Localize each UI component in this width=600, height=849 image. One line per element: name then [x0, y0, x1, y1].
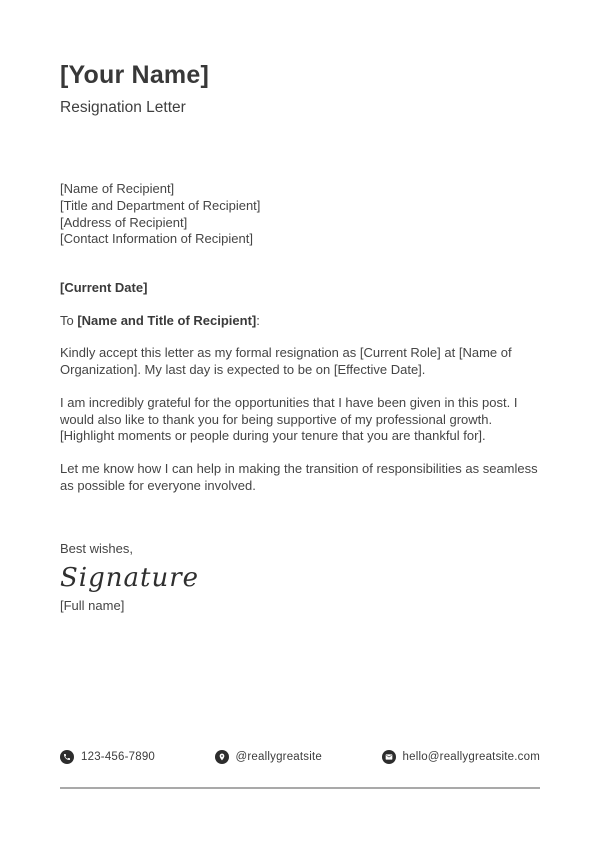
- signature-script: Signature: [60, 562, 200, 593]
- email-icon: [382, 750, 396, 764]
- social-handle: @reallygreatsite: [235, 751, 322, 763]
- recipient-block: [60, 181, 540, 248]
- full-name: [Full name]: [60, 597, 125, 613]
- recipient-address-line: [Address of Recipient]: [60, 214, 188, 230]
- paragraph-gratitude: I am incredibly grateful for the opportunities that I have been given in this post. I would also like to thank you for being supportive of my professional growth. [Highlight moments or people during your tenure that you are thankful for].: [60, 394, 518, 444]
- letter-subtitle: Resignation Letter: [60, 99, 186, 116]
- recipient-contact-line: [Contact Information of Recipient]: [60, 231, 253, 247]
- recipient-name-line: [Name of Recipient]: [60, 181, 175, 196]
- footer-divider: [60, 787, 540, 789]
- email-address: hello@reallygreatsite.com: [402, 751, 540, 763]
- recipient-title-line: [Title and Department of Recipient]: [60, 197, 261, 213]
- valediction: Best wishes,: [60, 540, 133, 556]
- salutation-prefix: To: [60, 313, 78, 329]
- email-contact: [382, 750, 540, 764]
- phone-number: 123-456-7890: [81, 751, 156, 763]
- location-pin-icon: [215, 750, 229, 764]
- contact-footer: [60, 750, 540, 764]
- phone-contact: [60, 750, 155, 764]
- page-title: [Your Name]: [60, 61, 209, 89]
- social-contact: [215, 750, 322, 764]
- current-date: [Current Date]: [60, 280, 148, 296]
- paragraph-resignation: Kindly accept this letter as my formal resignation as [Current Role] at [Name of Organization]. My last day is expected to be on [Effective Date].: [60, 345, 512, 377]
- salutation: [60, 312, 540, 329]
- salutation-suffix: :: [256, 313, 260, 329]
- salutation-recipient: [Name and Title of Recipient]: [77, 313, 257, 329]
- closing-block: [60, 540, 540, 614]
- paragraph-transition: Let me know how I can help in making the transition of responsibilities as seamless as possible for everyone involved.: [60, 461, 538, 493]
- phone-icon: [60, 750, 74, 764]
